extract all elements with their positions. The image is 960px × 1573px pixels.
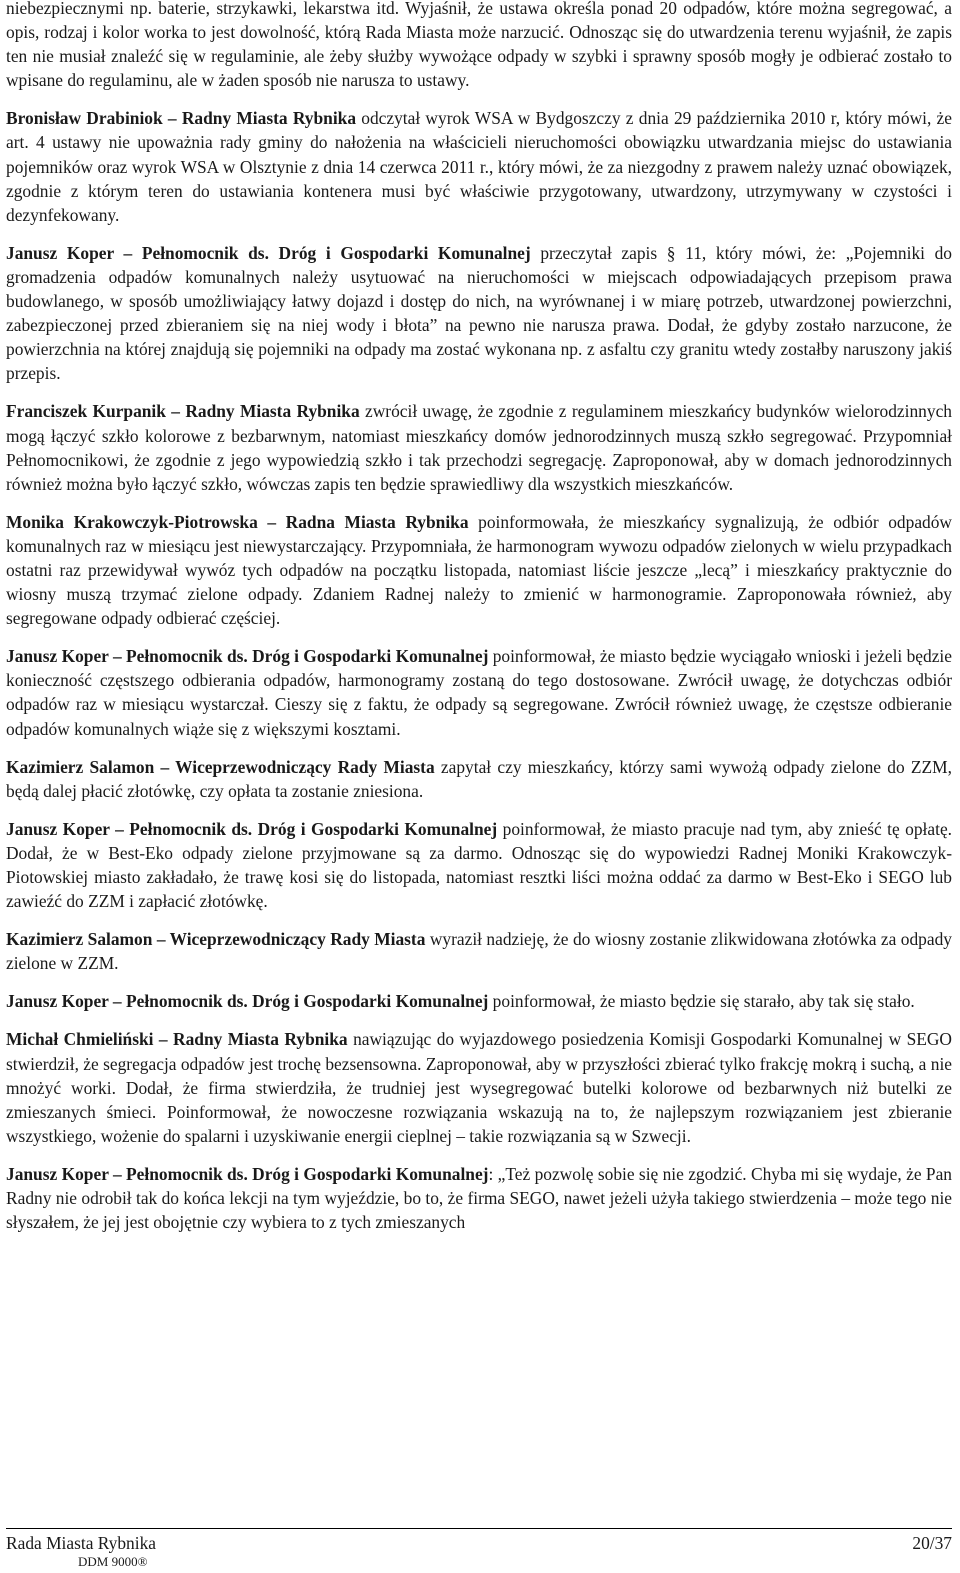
page-footer <box>6 1528 952 1569</box>
paragraph-text: niebezpiecznymi np. baterie, strzykawki, lekarstwa itd. Wyjaśnił, że ustawa określa ponad 20 odpadów, które można segregować, a opis, rodzaj i kolor worka to jest dowolność, którą Rada Miasta może narzucić. Odnosząc się do utwardzenia terenu wyjaśnił, że zapis ten nie musiał znaleźć się w regulaminie, ale żeby służby wywożące odpady w szybki i sprawny sposób mogły je odbierać zostało to wpisane do regulaminu, ale w żaden sposób nie narusza to ustawy. <box>6 0 952 91</box>
paragraph-text: odczytał wyrok WSA w Bydgoszczy z dnia 29 października 2010 r, który mówi, że art. 4 ustawy nie upoważnia rady gminy do nałożenia na właścicieli nieruchomości obowiązku utwardzania miejsc do ustawiania pojemników oraz wyrok WSA w Olsztynie z dnia 14 czerwca 2011 r., który mówi, że za niezgodny z prawem należy uznać obowiązek, zgodnie z którym teren do ustawiania kontenera musi być właściwie przygotowany, utwardzony, utrzymywany w czystości i dezynfekowany. <box>6 108 952 225</box>
speaker-name: Kazimierz Salamon – Wiceprzewodniczący Rady Miasta <box>6 756 435 777</box>
paragraph <box>6 1027 952 1147</box>
paragraph-text: poinformował, że miasto będzie się starało, aby tak się stało. <box>488 991 915 1012</box>
speaker-name: Janusz Koper – Pełnomocnik ds. Dróg i Gospodarki Komunalnej <box>6 646 489 667</box>
paragraph-text: przeczytał zapis § 11, który mówi, że: „Pojemniki do gromadzenia odpadów komunalnych należy usytuować na nieruchomości w miejscach odpowiadających przepisom prawa budowlanego, w sposób umożliwiający łatwy dojazd i dostęp do nich, na wyrównanej i w miarę potrzeb, utwardzonej powierzchni, zabezpieczonej przed zbieraniem się na niej wody i błota” na pewno nie narusza prawa. Dodał, że gdyby zostało narzucone, że powierzchnia na której znajdują się pojemniki na odpady ma zostać wykonana np. z asfaltu czy granitu wtedy zostałby naruszony jakiś przepis. <box>6 242 953 384</box>
speaker-name: Michał Chmieliński – Radny Miasta Rybnika <box>6 1029 348 1050</box>
paragraph <box>6 755 952 803</box>
paragraph <box>6 1162 952 1234</box>
page-number: 20/37 <box>912 1533 952 1553</box>
speaker-name: Franciszek Kurpanik – Radny Miasta Rybnika <box>6 401 360 422</box>
paragraph-text: zapytał czy mieszkańcy, którzy sami wywożą odpady zielone do ZZM, będą dalej płacić złotówkę, czy opłata ta zostanie zniesiona. <box>6 756 952 801</box>
paragraph-text: poinformował, że miasto będzie wyciągało wnioski i jeżeli będzie konieczność częstszego odbierania odpadów, harmonogramy zostaną do tego dostosowane. Zwrócił uwagę, że dotychczas odbiór odpadów raz w miesiącu wystarczał. Cieszy się z faktu, że odpady są segregowane. Zwrócił również uwagę, że częstsze odbieranie odpadów komunalnych wiąże się z większymi kosztami. <box>6 646 952 739</box>
speaker-name: Bronisław Drabiniok – Radny Miasta Rybnika <box>6 108 357 129</box>
paragraph-text: poinformował, że miasto pracuje nad tym, aby znieść tę opłatę. Dodał, że w Best-Eko odpady zielone przyjmowane są za darmo. Odnosząc się do wypowiedzi Radnej Moniki Krakowczyk-Piotowskiej miasto zakładało, że trawę kosi się do listopada, natomiast resztki liści można oddać za darmo w Best-Eko i SEGO lub zawieźć do ZZM i zapłacić złotówkę. <box>6 818 953 912</box>
paragraph <box>6 0 952 92</box>
paragraph <box>6 510 952 630</box>
paragraph <box>6 817 952 913</box>
paragraph <box>6 989 952 1013</box>
document-body <box>6 0 952 1234</box>
speaker-name: Janusz Koper – Pełnomocnik ds. Dróg i Gospodarki Komunalnej <box>6 1163 489 1184</box>
paragraph <box>6 106 952 226</box>
paragraph-text: zwrócił uwagę, że zgodnie z regulaminem mieszkańcy budynków wielorodzinnych mogą łączyć szkło kolorowe z bezbarwnym, natomiast mieszkańcy domów jednorodzinnych muszą szkło segregować. Przypomniał Pełnomocnikowi, że zgodnie z jego wypowiedzią szkło i tak przechodzi segregację. Zaproponował, aby w domach jednorodzinnych również można było łączyć szkło, wówczas zapis ten będzie sprawiedliwy dla wszystkich mieszkańców. <box>6 401 952 494</box>
paragraph-text: wyraził nadzieję, że do wiosny zostanie zlikwidowana złotówka za odpady zielone w ZZM. <box>6 929 952 974</box>
speaker-name: Janusz Koper – Pełnomocnik ds. Dróg i Gospodarki Komunalnej <box>6 818 498 839</box>
paragraph <box>6 241 952 386</box>
paragraph-text: nawiązując do wyjazdowego posiedzenia Komisji Gospodarki Komunalnej w SEGO stwierdził, że segregacja odpadów jest trochę bezsensowna. Zaproponował, aby w przyszłości zbierać tylko frakcję mokrą i suchą, a nie mnożyć worki. Dodał, że firma stwierdziła, że trudniej jest wysegregować butelki kolorowe od bezbarwnych niż butelki ze zmieszanych śmieci. Poinformował, że nowoczesne rozwiązania wskazują na to, że najlepszym rozwiązaniem jest zbieranie wszystkiego, wożenie do spalarni i uzyskiwanie energii cieplnej – takie rozwiązania są w Szwecji. <box>6 1029 952 1146</box>
paragraph <box>6 644 952 740</box>
speaker-name: Monika Krakowczyk-Piotrowska – Radna Miasta Rybnika <box>6 511 469 532</box>
footer-org-name: Rada Miasta Rybnika <box>6 1533 156 1553</box>
speaker-name: Kazimierz Salamon – Wiceprzewodniczący Rady Miasta <box>6 929 426 950</box>
paragraph <box>6 927 952 975</box>
speaker-name: Janusz Koper – Pełnomocnik ds. Dróg i Gospodarki Komunalnej <box>6 242 531 263</box>
speaker-name: Janusz Koper – Pełnomocnik ds. Dróg i Gospodarki Komunalnej <box>6 991 489 1012</box>
paragraph-text: : „Też pozwolę sobie się nie zgodzić. Chyba mi się wydaje, że Pan Radny nie odrobił tak do końca lekcji na tym wyjeździe, bo to, że firma SEGO, nawet jeżeli użyła takiego stwierdzenia – może tego nie słyszałem, że jej jest obojętnie czy wybiera to z tych zmieszanych <box>6 1163 952 1233</box>
paragraph <box>6 399 952 495</box>
paragraph-text: poinformowała, że mieszkańcy sygnalizują, że odbiór odpadów komunalnych raz w miesiącu jest niewystarczający. Przypomniała, że harmonogram wywozu odpadów zielonych w wielu przypadkach ostatni raz przewidywał wywóz tych odpadów na początku listopada, natomiast liście jeszcze „lecą” i mieszkańcy praktycznie do wiosny muszą trzymać zielone odpady. Zdaniem Radnej należy to zmienić w harmonogramie. Zaproponowała również, aby segregowane odpady odbierać częściej. <box>6 511 952 629</box>
footer-document-code: DDM 9000® <box>78 1554 148 1569</box>
